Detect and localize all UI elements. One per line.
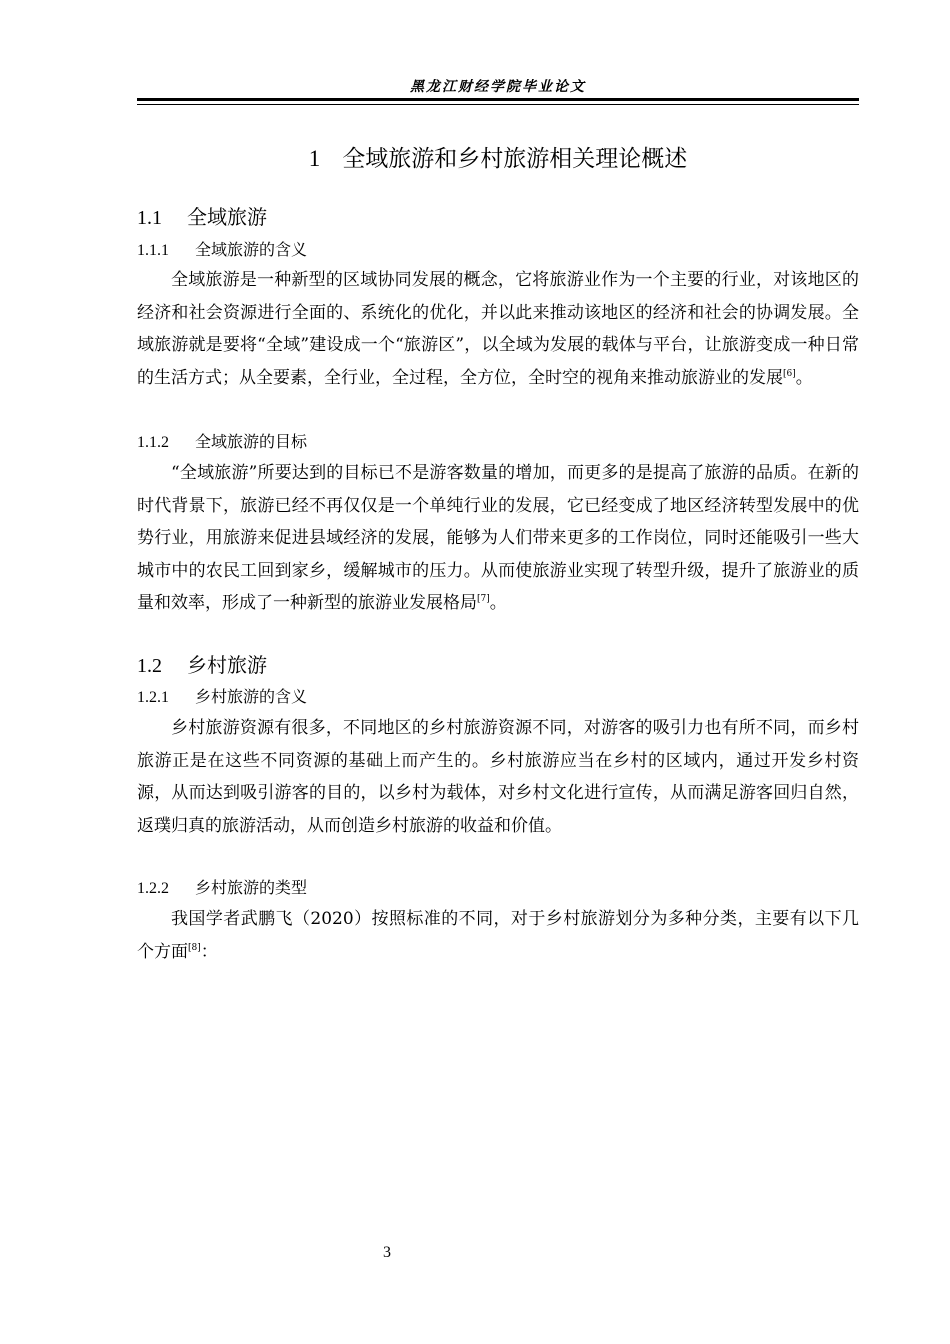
subsection-title: 全域旅游的含义 [195, 240, 308, 259]
paragraph-1-1-1 [137, 264, 859, 394]
subsection-number: 1.2.1 [137, 689, 169, 706]
subsection-number: 1.1.2 [137, 434, 169, 451]
subsection-number: 1.2.2 [137, 880, 169, 897]
running-header: 黑龙江财经学院毕业论文 [410, 79, 586, 95]
section-title: 乡村旅游 [187, 653, 267, 677]
subsection-heading-1-2-2 [137, 877, 307, 900]
paragraph-text: 我国学者武鹏飞（2020）按照标准的不同，对于乡村旅游划分为多种分类，主要有以下几个方面 [137, 909, 859, 962]
subsection-heading-1-1-1 [137, 239, 307, 262]
paragraph-1-2-2 [137, 903, 859, 968]
section-number: 1.1 [137, 207, 162, 229]
paragraph-1-2-1 [137, 712, 859, 842]
section-heading-1-1 [137, 204, 267, 231]
subsection-number: 1.1.1 [137, 242, 169, 259]
paragraph-tail: 。 [489, 593, 507, 614]
subsection-title: 全域旅游的目标 [195, 432, 308, 451]
chapter-heading [137, 144, 859, 174]
section-title: 全域旅游 [187, 205, 267, 229]
page-number: 3 [383, 1244, 391, 1261]
chapter-number: 1 [308, 146, 321, 171]
chapter-title: 全域旅游和乡村旅游相关理论概述 [342, 146, 688, 172]
header-rule-thick [137, 98, 859, 101]
paragraph-text: 乡村旅游资源有很多，不同地区的乡村旅游资源不同，对游客的吸引力也有所不同，而乡村旅游正是在这些不同资源的基础上而产生的。乡村旅游应当在乡村的区域内，通过开发乡村资源，从而达到吸引游客的目的，以乡村为载体，对乡村文化进行宣传，从而满足游客回归自然，返璞归真的旅游活动，从而创造乡村旅游的收益和价值。 [137, 718, 859, 836]
subsection-heading-1-2-1 [137, 686, 307, 709]
paragraph-tail: 。 [795, 367, 813, 388]
header-rule-thin [137, 104, 859, 105]
citation: [8] [188, 942, 201, 953]
paragraph-1-1-2 [137, 457, 859, 620]
subsection-heading-1-1-2 [137, 431, 307, 454]
citation: [7] [477, 594, 490, 605]
subsection-title: 乡村旅游的含义 [195, 687, 308, 706]
section-heading-1-2 [137, 652, 267, 679]
paragraph-tail: ： [200, 941, 218, 962]
subsection-title: 乡村旅游的类型 [195, 878, 308, 897]
paragraph-text: “全域旅游”所要达到的目标已不是游客数量的增加，而更多的是提高了旅游的品质。在新的时代背景下，旅游已经不再仅仅是一个单纯行业的发展，它已经变成了地区经济转型发展中的优势行业，用旅游来促进县域经济的发展，能够为人们带来更多的工作岗位，同时还能吸引一些大城市中的农民工回到家乡，缓解城市的压力。从而使旅游业实现了转型升级，提升了旅游业的质量和效率，形成了一种新型的旅游业发展格局 [137, 463, 859, 614]
citation: [6] [783, 368, 796, 379]
paragraph-text: 全域旅游是一种新型的区域协同发展的概念，它将旅游业作为一个主要的行业，对该地区的经济和社会资源进行全面的、系统化的优化，并以此来推动该地区的经济和社会的协调发展。全域旅游就是要将“全域”建设成一个“旅游区”，以全域为发展的载体与平台，让旅游变成一种日常的生活方式；从全要素，全行业，全过程，全方位，全时空的视角来推动旅游业的发展 [137, 270, 859, 388]
section-number: 1.2 [137, 655, 162, 677]
